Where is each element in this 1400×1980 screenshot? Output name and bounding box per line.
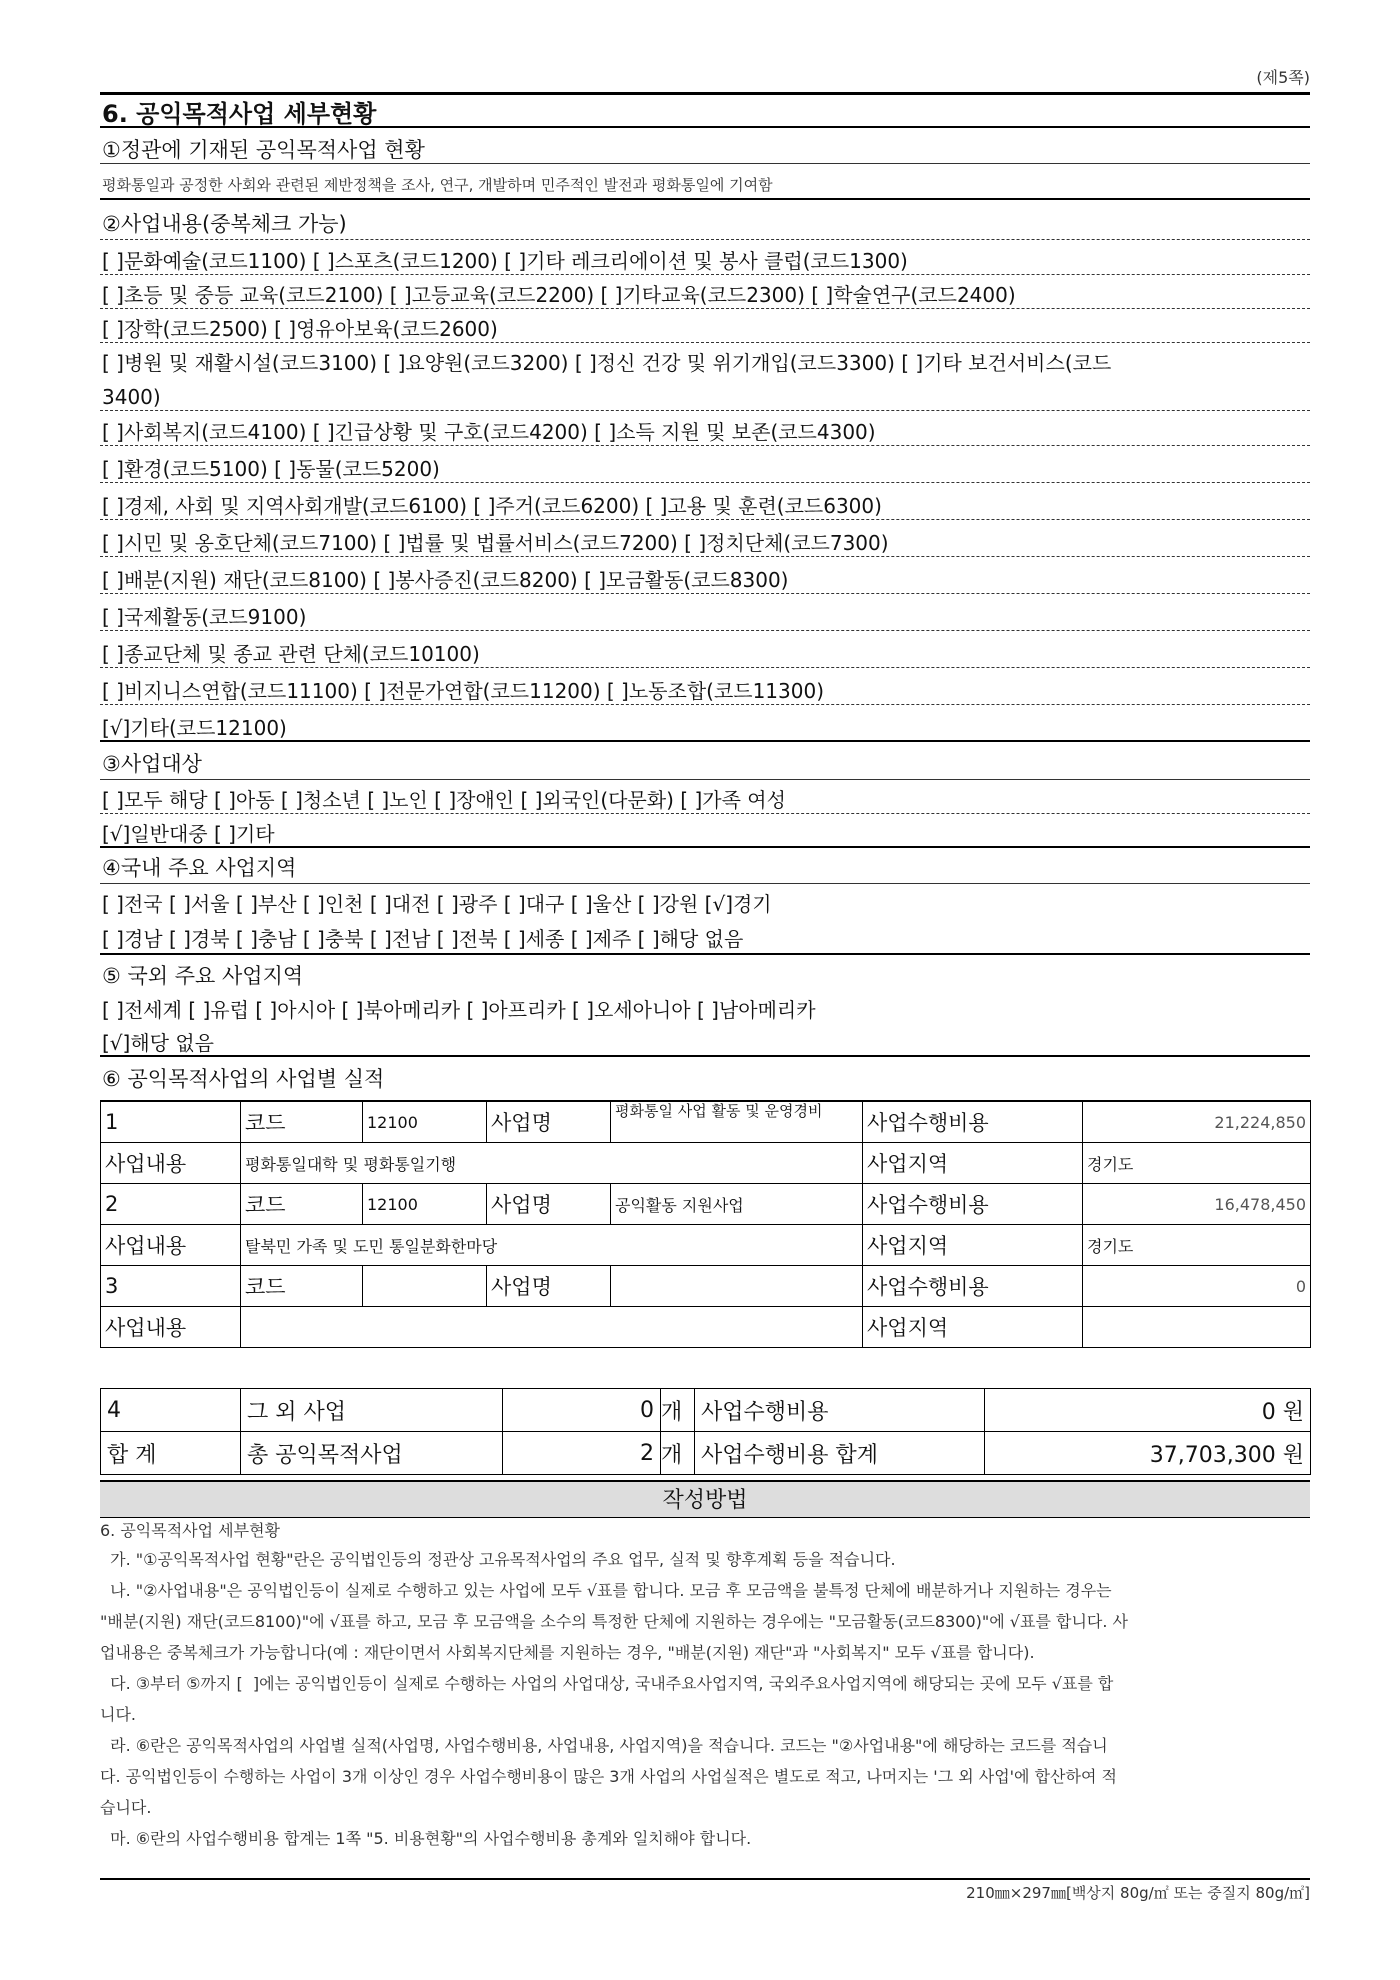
s1-content: 평화통일과 공정한 사회와 관련된 제반정책을 조사, 연구, 개발하며 민주적인 발전과 평화통일에 기여함 <box>100 170 1310 200</box>
name-value: 평화통일 사업 활동 및 운영경비 <box>611 1101 863 1143</box>
cost-label: 사업수행비용 <box>863 1101 1083 1143</box>
code-value: 12100 <box>363 1101 487 1143</box>
s2-line: [ ]배분(지원) 재단(코드8100) [ ]봉사증진(코드8200) [ ]모금활동(코드8300) <box>100 564 1310 594</box>
paper-spec: 210㎜×297㎜[백상지 80g/㎡ 또는 중질지 80g/㎡] <box>966 1884 1310 1902</box>
s2-heading: ②사업내용(중복체크 가능) <box>100 208 1310 240</box>
s5-line: [ ]전세계 [ ]유럽 [ ]아시아 [ ]북아메리카 [ ]아프리카 [ ]오세아니아 [ ]남아메리카 <box>102 998 816 1022</box>
code-value <box>363 1266 487 1307</box>
region-label: 사업지역 <box>863 1307 1083 1348</box>
others-count: 0 <box>503 1389 661 1432</box>
table-row <box>101 1266 1311 1307</box>
howto-body <box>100 1518 1310 1854</box>
s2-line: [ ]병원 및 재활시설(코드3100) [ ]요양원(코드3200) [ ]정신 건강 및 위기개입(코드3300) [ ]기타 보건서비스(코드 <box>102 351 1112 375</box>
howto-line: 습니다. <box>100 1798 152 1817</box>
s2-line: [ ]장학(코드2500) [ ]영유아보육(코드2600) <box>100 313 1310 343</box>
s2-line: [√]기타(코드12100) <box>100 712 1310 742</box>
s6-heading: ⑥ 공익목적사업의 사업별 실적 <box>102 1067 385 1091</box>
s2-line: 3400) <box>100 381 1310 411</box>
s2-line: [ ]초등 및 중등 교육(코드2100) [ ]고등교육(코드2200) [ ]기타교육(코드2300) [ ]학술연구(코드2400) <box>100 279 1310 309</box>
total-unit: 개 <box>661 1432 695 1475</box>
total-cost-label: 사업수행비용 합계 <box>695 1432 985 1475</box>
table-row <box>101 1432 1311 1475</box>
others-cost-value: 0 <box>1261 1399 1276 1425</box>
s2-line: [ ]종교단체 및 종교 관련 단체(코드10100) <box>100 638 1310 668</box>
s2-line: [ ]환경(코드5100) [ ]동물(코드5200) <box>100 453 1310 483</box>
s2-line: [ ]시민 및 옹호단체(코드7100) [ ]법률 및 법률서비스(코드7200) [ ]정치단체(코드7300) <box>100 527 1310 557</box>
howto-heading: 작성방법 <box>100 1480 1310 1518</box>
row-no: 2 <box>101 1184 241 1225</box>
region-label: 사업지역 <box>863 1143 1083 1184</box>
others-label: 그 외 사업 <box>241 1389 503 1432</box>
howto-line: 가. "①공익목적사업 현황"란은 공익법인등의 정관상 고유목적사업의 주요 업무, 실적 및 향후계획 등을 적습니다. <box>100 1550 896 1569</box>
howto-line: "배분(지원) 재단(코드8100)"에 √표를 하고, 모금 후 모금액을 소수의 특정한 단체에 지원하는 경우에는 "모금활동(코드8300)"에 √표를 합니다. 사 <box>100 1612 1128 1631</box>
region-value: 경기도 <box>1083 1143 1311 1184</box>
row-no: 1 <box>101 1101 241 1143</box>
howto-line: 라. ⑥란은 공익목적사업의 사업별 실적(사업명, 사업수행비용, 사업내용, 사업지역)을 적습니다. 코드는 "②사업내용"에 해당하는 코드를 적습니 <box>100 1736 1108 1755</box>
s2-line: [ ]사회복지(코드4100) [ ]긴급상황 및 구호(코드4200) [ ]소득 지원 및 보존(코드4300) <box>100 416 1310 446</box>
name-value: 공익활동 지원사업 <box>611 1184 863 1225</box>
total-label: 합 계 <box>101 1432 241 1475</box>
page-number: (제5쪽) <box>1256 68 1310 87</box>
s3-line: [ ]모두 해당 [ ]아동 [ ]청소년 [ ]노인 [ ]장애인 [ ]외국인(다문화) [ ]가족 여성 <box>100 784 1310 814</box>
s3-heading: ③사업대상 <box>100 748 1310 780</box>
cost-value: 16,478,450 <box>1083 1184 1311 1225</box>
name-label: 사업명 <box>487 1184 611 1225</box>
won-unit: 원 <box>1282 1442 1304 1468</box>
region-value <box>1083 1307 1311 1348</box>
summary-table <box>100 1388 1311 1475</box>
table-row <box>101 1389 1311 1432</box>
s2-line: [ ]문화예술(코드1100) [ ]스포츠(코드1200) [ ]기타 레크리에이션 및 봉사 클럽(코드1300) <box>100 245 1310 275</box>
total-sub: 총 공익목적사업 <box>241 1432 503 1475</box>
content-label: 사업내용 <box>101 1225 241 1266</box>
region-label: 사업지역 <box>863 1225 1083 1266</box>
code-label: 코드 <box>241 1184 363 1225</box>
table-row <box>101 1307 1311 1348</box>
howto-line: 마. ⑥란의 사업수행비용 합계는 1쪽 "5. 비용현황"의 사업수행비용 총계와 일치해야 합니다. <box>100 1829 752 1848</box>
row-no: 3 <box>101 1266 241 1307</box>
cost-label: 사업수행비용 <box>863 1184 1083 1225</box>
bottom-rule <box>100 1878 1310 1880</box>
code-label: 코드 <box>241 1101 363 1143</box>
others-cost-label: 사업수행비용 <box>695 1389 985 1432</box>
code-value: 12100 <box>363 1184 487 1225</box>
s2-line: [ ]국제활동(코드9100) <box>100 601 1310 631</box>
won-unit: 원 <box>1282 1399 1304 1425</box>
s4-line: [ ]경남 [ ]경북 [ ]충남 [ ]충북 [ ]전남 [ ]전북 [ ]세종 [ ]제주 [ ]해당 없음 <box>100 923 1310 955</box>
table-row <box>101 1143 1311 1184</box>
section-title: 6. 공익목적사업 세부현황 <box>100 92 1310 128</box>
s2-line: [ ]경제, 사회 및 지역사회개발(코드6100) [ ]주거(코드6200) [ ]고용 및 훈련(코드6300) <box>100 490 1310 520</box>
howto-line: 다. 공익법인등이 수행하는 사업이 3개 이상인 경우 사업수행비용이 많은 3개 사업의 사업실적은 별도로 적고, 나머지는 '그 외 사업'에 합산하여 적 <box>100 1767 1117 1786</box>
howto-line: 업내용은 중복체크가 가능합니다(예 : 재단이면서 사회복지단체를 지원하는 경우, "배분(지원) 재단"과 "사회복지" 모두 √표를 합니다). <box>100 1643 1035 1662</box>
content-value: 평화통일대학 및 평화통일기행 <box>241 1143 863 1184</box>
others-unit: 개 <box>661 1389 695 1432</box>
s2-line: [ ]비지니스연합(코드11100) [ ]전문가연합(코드11200) [ ]노동조합(코드11300) <box>100 675 1310 705</box>
name-label: 사업명 <box>487 1101 611 1143</box>
s1-heading: ①정관에 기재된 공익목적사업 현황 <box>100 134 1310 164</box>
table-row <box>101 1101 1311 1143</box>
cost-value: 21,224,850 <box>1083 1101 1311 1143</box>
cost-label: 사업수행비용 <box>863 1266 1083 1307</box>
cost-value: 0 <box>1083 1266 1311 1307</box>
s3-line: [√]일반대중 [ ]기타 <box>100 818 1310 848</box>
performance-table <box>100 1100 1311 1348</box>
howto-line: 다. ③부터 ⑤까지 [ ]에는 공익법인등이 실제로 수행하는 사업의 사업대상, 국내주요사업지역, 국외주요사업지역에 해당되는 곳에 모두 √표를 합 <box>100 1674 1114 1693</box>
region-value: 경기도 <box>1083 1225 1311 1266</box>
total-cost-value: 37,703,300 <box>1149 1442 1276 1468</box>
content-value <box>241 1307 863 1348</box>
name-value <box>611 1266 863 1307</box>
table-row <box>101 1184 1311 1225</box>
table-row <box>101 1225 1311 1266</box>
howto-line: 나. "②사업내용"은 공익법인등이 실제로 수행하고 있는 사업에 모두 √표를 합니다. 모금 후 모금액을 불특정 단체에 배분하거나 지원하는 경우는 <box>100 1581 1112 1600</box>
others-cost <box>985 1389 1311 1432</box>
others-no: 4 <box>101 1389 241 1432</box>
s4-heading: ④국내 주요 사업지역 <box>100 852 1310 884</box>
howto-line: 니다. <box>100 1705 136 1724</box>
name-label: 사업명 <box>487 1266 611 1307</box>
content-label: 사업내용 <box>101 1143 241 1184</box>
total-count: 2 <box>503 1432 661 1475</box>
howto-line: 6. 공익목적사업 세부현황 <box>100 1521 280 1540</box>
s4-line: [ ]전국 [ ]서울 [ ]부산 [ ]인천 [ ]대전 [ ]광주 [ ]대구 [ ]울산 [ ]강원 [√]경기 <box>102 892 772 916</box>
s5-line: [√]해당 없음 <box>100 1027 1310 1057</box>
code-label: 코드 <box>241 1266 363 1307</box>
content-label: 사업내용 <box>101 1307 241 1348</box>
total-cost <box>985 1432 1311 1475</box>
content-value: 탈북민 가족 및 도민 통일분화한마당 <box>241 1225 863 1266</box>
s5-heading: ⑤ 국외 주요 사업지역 <box>102 964 304 988</box>
